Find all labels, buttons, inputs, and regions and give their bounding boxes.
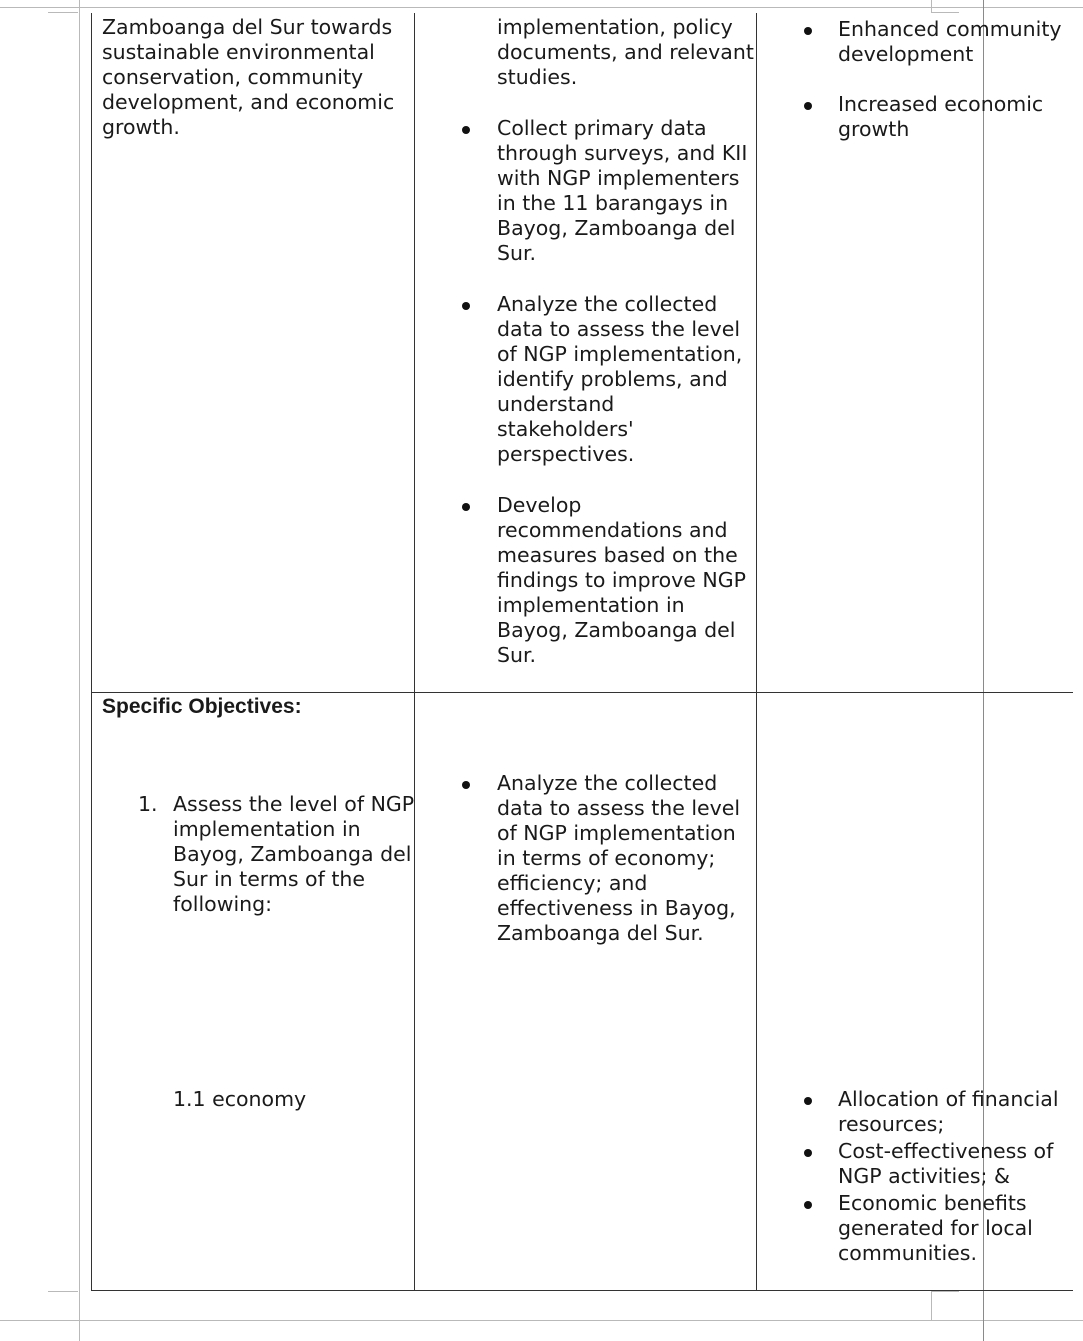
- bullet-line: through surveys, and KII: [497, 141, 748, 165]
- bullet-line: perspectives.: [497, 442, 635, 466]
- bullet-line: growth: [838, 117, 910, 141]
- bullet-line: Sur.: [497, 241, 537, 265]
- bullet-line: Increased economic: [838, 92, 1044, 116]
- page-bottom-guide: [0, 1320, 1083, 1321]
- bullet-dot-icon: [804, 27, 812, 35]
- bullet-line: recommendations and: [497, 518, 728, 542]
- methodology-continuation-line: documents, and relevant: [497, 40, 754, 64]
- bullet-line: Economic benefits: [838, 1191, 1027, 1215]
- methodology-continuation-line: implementation, policy: [497, 15, 733, 39]
- bullet-line: Develop: [497, 493, 582, 517]
- objective-line: Bayog, Zamboanga del: [173, 842, 412, 866]
- bullet-line: in terms of economy;: [497, 846, 716, 870]
- bullet-line: Bayog, Zamboanga del: [497, 618, 736, 642]
- methodology-continuation-line: studies.: [497, 65, 578, 89]
- table-row-divider: [91, 692, 1073, 693]
- bullet-line: implementation in: [497, 593, 685, 617]
- bullet-dot-icon: [462, 503, 470, 511]
- bullet-line: Allocation of financial: [838, 1087, 1059, 1111]
- bullet-line: Analyze the collected: [497, 771, 718, 795]
- bullet-dot-icon: [462, 781, 470, 789]
- bullet-line: Sur.: [497, 643, 537, 667]
- table-left-border: [91, 13, 92, 1291]
- bullet-line: resources;: [838, 1112, 945, 1136]
- goal-text-line: Zamboanga del Sur towards: [102, 15, 393, 39]
- bullet-line: with NGP implementers: [497, 166, 740, 190]
- bullet-line: Analyze the collected: [497, 292, 718, 316]
- page-left-guide: [79, 0, 80, 1341]
- bullet-dot-icon: [804, 1201, 812, 1209]
- bullet-line: identify problems, and: [497, 367, 728, 391]
- bullet-line: Bayog, Zamboanga del: [497, 216, 736, 240]
- bullet-dot-icon: [804, 102, 812, 110]
- crop-mark-right-bottom-h: [931, 1291, 959, 1292]
- bullet-line: effectiveness in Bayog,: [497, 896, 736, 920]
- bullet-line: Collect primary data: [497, 116, 707, 140]
- objective-line: following:: [173, 892, 273, 916]
- bullet-line: efficiency; and: [497, 871, 648, 895]
- list-number: 1.: [138, 792, 158, 816]
- bullet-line: communities.: [838, 1241, 977, 1265]
- bullet-line: stakeholders': [497, 417, 634, 441]
- bullet-line: of NGP implementation: [497, 821, 736, 845]
- crop-mark-right-top-h: [931, 12, 959, 13]
- page-top-guide: [0, 7, 1083, 8]
- bullet-dot-icon: [462, 302, 470, 310]
- bullet-line: Enhanced community: [838, 17, 1062, 41]
- sub-objective-economy: 1.1 economy: [173, 1087, 307, 1111]
- objective-line: Sur in terms of the: [173, 867, 365, 891]
- crop-mark-left-top: [48, 12, 78, 13]
- table-bottom-border: [91, 1290, 1073, 1291]
- bullet-dot-icon: [804, 1149, 812, 1157]
- bullet-line: Cost-effectiveness of: [838, 1139, 1054, 1163]
- specific-objectives-heading: Specific Objectives:: [102, 695, 302, 718]
- bullet-line: Zamboanga del Sur.: [497, 921, 704, 945]
- table-col-divider-2: [756, 13, 757, 1291]
- bullet-line: NGP activities; &: [838, 1164, 1010, 1188]
- bullet-dot-icon: [804, 1097, 812, 1105]
- table-col-divider-1: [414, 13, 415, 1291]
- objective-line: implementation in: [173, 817, 361, 841]
- bullet-dot-icon: [462, 126, 470, 134]
- bullet-line: findings to improve NGP: [497, 568, 746, 592]
- bullet-line: understand: [497, 392, 615, 416]
- bullet-line: in the 11 barangays in: [497, 191, 729, 215]
- crop-mark-left: [48, 1291, 78, 1292]
- bullet-line: measures based on the: [497, 543, 738, 567]
- goal-text-line: sustainable environmental: [102, 40, 375, 64]
- goal-text-line: growth.: [102, 115, 180, 139]
- bullet-line: data to assess the level: [497, 796, 741, 820]
- crop-mark-right-vert: [931, 1291, 932, 1321]
- bullet-line: generated for local: [838, 1216, 1033, 1240]
- goal-text-line: development, and economic: [102, 90, 395, 114]
- crop-mark-right-top: [931, 0, 932, 12]
- objective-line: Assess the level of NGP: [173, 792, 415, 816]
- bullet-line: of NGP implementation,: [497, 342, 743, 366]
- bullet-line: development: [838, 42, 974, 66]
- bullet-line: data to assess the level: [497, 317, 741, 341]
- goal-text-line: conservation, community: [102, 65, 364, 89]
